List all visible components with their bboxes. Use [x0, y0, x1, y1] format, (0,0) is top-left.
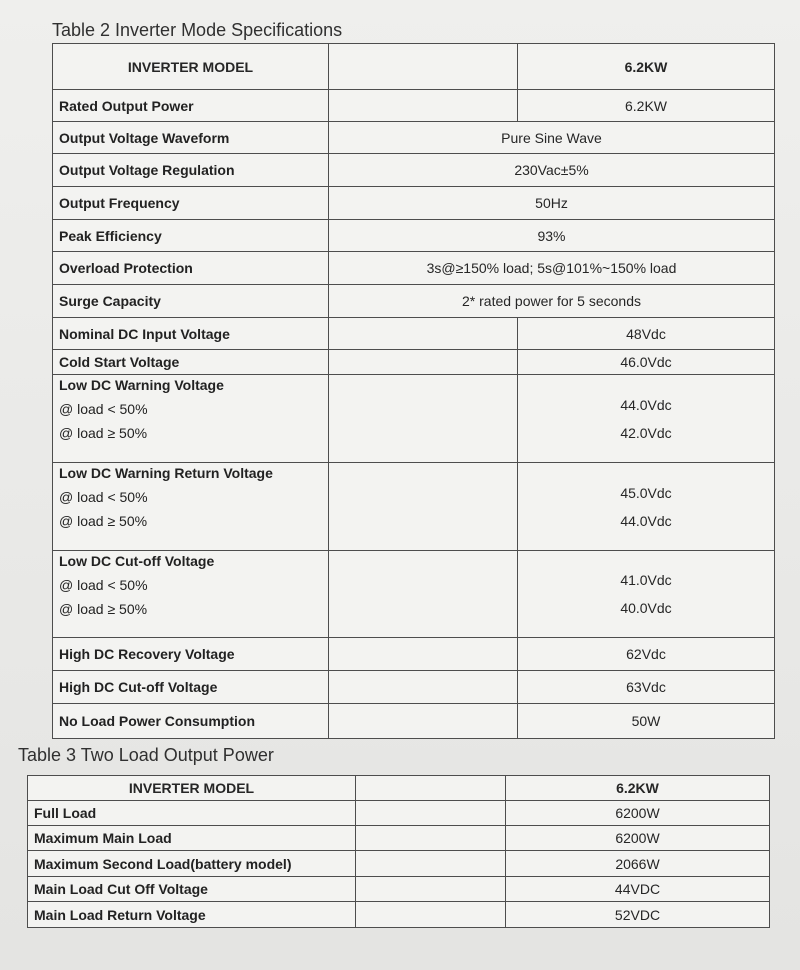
empty-cell [356, 902, 506, 928]
row-label: Peak Efficiency [53, 220, 329, 252]
table-header-row [28, 776, 770, 801]
row-label: Main Load Cut Off Voltage [28, 877, 356, 902]
row-label: Maximum Main Load [28, 826, 356, 851]
table-row [53, 671, 775, 704]
load-condition-label: @ load ≥ 50% [59, 513, 148, 529]
row-label: Full Load [28, 801, 356, 826]
row-label: Main Load Return Voltage [28, 902, 356, 928]
table-row [53, 220, 775, 252]
load-condition-label: @ load < 50% [59, 401, 148, 417]
row-value: 6200W [506, 826, 770, 851]
table-row-low-dc-warning-return [53, 463, 775, 551]
empty-cell [329, 90, 518, 122]
table-row [28, 826, 770, 851]
row-label: Low DC Cut-off Voltage [59, 553, 215, 569]
two-load-output-table [27, 775, 770, 928]
row-value: 42.0Vdc [620, 424, 672, 441]
row-label: Nominal DC Input Voltage [53, 318, 329, 350]
row-value: 63Vdc [518, 671, 775, 704]
row-label: High DC Recovery Voltage [53, 638, 329, 671]
load-condition-label: @ load ≥ 50% [59, 425, 148, 441]
empty-cell [356, 826, 506, 851]
row-label: Surge Capacity [53, 285, 329, 318]
table-row-low-dc-cutoff [53, 551, 775, 638]
table-row [53, 350, 775, 375]
empty-cell [329, 375, 518, 463]
row-value-group [518, 463, 775, 551]
row-value: 44VDC [506, 877, 770, 902]
row-value-group [518, 375, 775, 463]
row-value: 93% [329, 220, 775, 252]
load-condition-label: @ load < 50% [59, 577, 148, 593]
row-value: 50Hz [329, 187, 775, 220]
header-value: 6.2KW [506, 776, 770, 801]
inverter-mode-spec-table [52, 43, 775, 739]
empty-cell [329, 44, 518, 90]
row-label: Low DC Warning Return Voltage [59, 465, 273, 481]
table2-caption: Table 2 Inverter Mode Specifications [52, 20, 343, 40]
row-value: 44.0Vdc [620, 396, 672, 413]
empty-cell [356, 877, 506, 902]
row-value: 2* rated power for 5 seconds [329, 285, 775, 318]
row-label: Low DC Warning Voltage [59, 377, 224, 393]
header-label: INVERTER MODEL [53, 44, 329, 90]
table-row [53, 318, 775, 350]
row-value: 3s@≥150% load; 5s@101%~150% load [329, 252, 775, 285]
table-row [53, 154, 775, 187]
row-value: 50W [518, 704, 775, 739]
table-row [53, 704, 775, 739]
empty-cell [329, 318, 518, 350]
table-row [28, 801, 770, 826]
empty-cell [329, 463, 518, 551]
table-row [53, 252, 775, 285]
row-value: 230Vac±5% [329, 154, 775, 187]
load-condition-label: @ load < 50% [59, 489, 148, 505]
row-label: Rated Output Power [53, 90, 329, 122]
row-label: Output Voltage Regulation [53, 154, 329, 187]
empty-cell [356, 851, 506, 877]
header-label: INVERTER MODEL [28, 776, 356, 801]
row-label: Output Frequency [53, 187, 329, 220]
table-row [28, 877, 770, 902]
table-header-row [53, 44, 775, 90]
row-value: 2066W [506, 851, 770, 877]
header-value: 6.2KW [518, 44, 775, 90]
table3-caption: Table 3 Two Load Output Power [18, 745, 274, 765]
table-row [53, 285, 775, 318]
empty-cell [329, 638, 518, 671]
empty-cell [329, 704, 518, 739]
row-label: Output Voltage Waveform [53, 122, 329, 154]
row-label: High DC Cut-off Voltage [53, 671, 329, 704]
row-value: 48Vdc [518, 318, 775, 350]
table-row [28, 851, 770, 877]
row-value: 45.0Vdc [620, 484, 672, 501]
table-row [53, 638, 775, 671]
row-label-group [53, 375, 329, 463]
row-value: 6.2KW [518, 90, 775, 122]
row-value: Pure Sine Wave [329, 122, 775, 154]
row-value: 6200W [506, 801, 770, 826]
empty-cell [356, 801, 506, 826]
table-row [53, 90, 775, 122]
table-row [28, 902, 770, 928]
empty-cell [329, 551, 518, 638]
row-label-group [53, 551, 329, 638]
empty-cell [329, 671, 518, 704]
load-condition-label: @ load ≥ 50% [59, 601, 148, 617]
row-label: Cold Start Voltage [53, 350, 329, 375]
row-label: No Load Power Consumption [53, 704, 329, 739]
row-value: 46.0Vdc [518, 350, 775, 375]
row-value-group [518, 551, 775, 638]
row-value: 52VDC [506, 902, 770, 928]
table-row-low-dc-warning [53, 375, 775, 463]
row-label-group [53, 463, 329, 551]
empty-cell [356, 776, 506, 801]
row-label: Maximum Second Load(battery model) [28, 851, 356, 877]
row-label: Overload Protection [53, 252, 329, 285]
row-value: 41.0Vdc [620, 572, 672, 588]
row-value: 44.0Vdc [620, 512, 672, 529]
row-value: 40.0Vdc [620, 600, 672, 616]
table-row [53, 122, 775, 154]
table-row [53, 187, 775, 220]
row-value: 62Vdc [518, 638, 775, 671]
empty-cell [329, 350, 518, 375]
